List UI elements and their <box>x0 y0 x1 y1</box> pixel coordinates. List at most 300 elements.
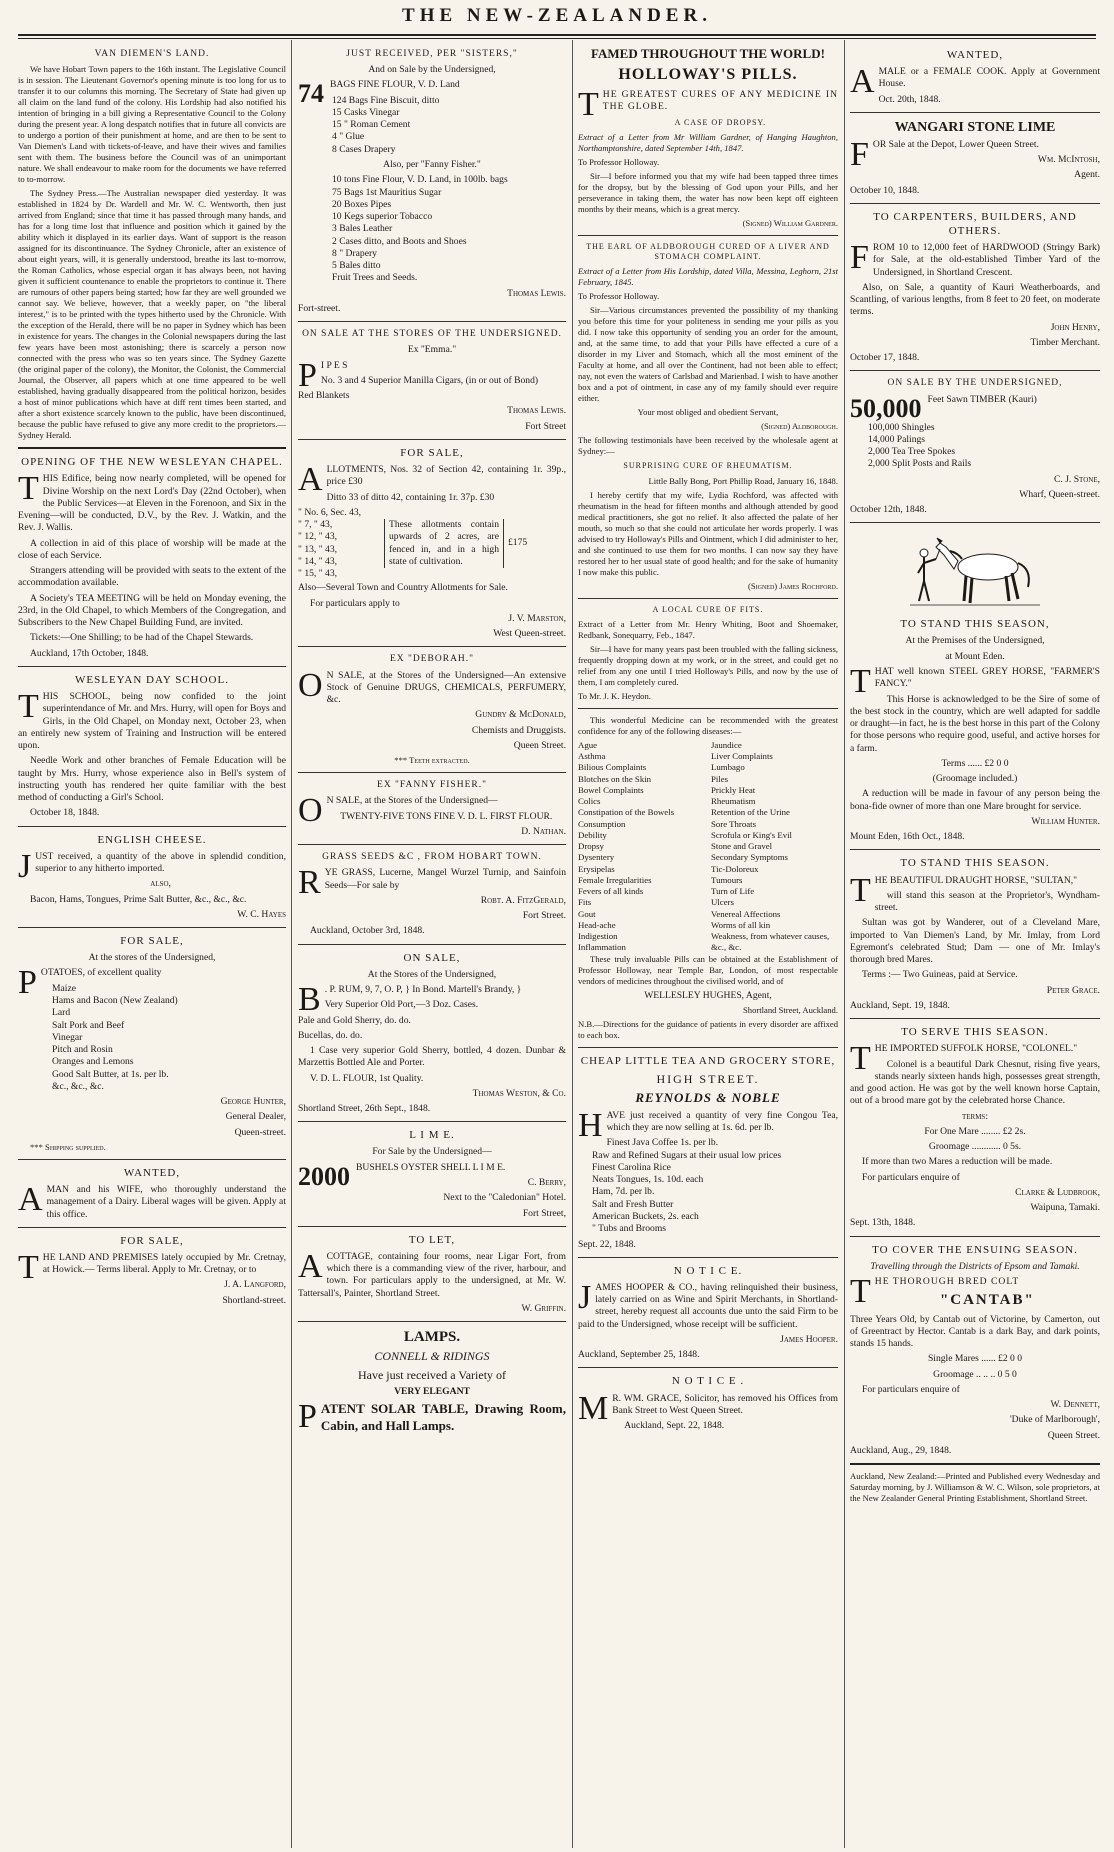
allotment-table <box>298 507 566 581</box>
case-text: Extract of a Letter from Mr. Henry Whiting, Boot and Shoemaker, Redbank, Sonequarry, Feb., 1847. <box>578 618 838 640</box>
case-text: Sir—I before informed you that my wife had been tapped three times for the dropsy, but by the blessing of God upon your Pills, and her perseverance in taking them, the water has now been kept off eighteen months by their means, which is a great mercy. <box>578 170 838 214</box>
case-text: I hereby certify that my wife, Lydia Rochford, was affected with rheumatism in the head for fifteen months and although attended by good medical practitioners, she got no relief. It also affected the palate of her mouth, so much so that she could not articulate her words properly. I was advised to try Holloway's Pills and Ointment, which I did administer to her, and she continued to use them for two months. I can now say they have restored her to her usual state of good health; and for the sake of humanity I now make this public. <box>578 489 838 577</box>
column-divider <box>572 40 573 1848</box>
ad-date: Shortland Street, 26th Sept., 1848. <box>298 1103 431 1115</box>
ad-body <box>18 688 286 752</box>
list-item: Erysipelas <box>578 863 615 874</box>
ad-subhead: Travelling through the Districts of Epsom and Tamaki. <box>870 1260 1080 1272</box>
drop-number: 50,000 <box>850 393 922 423</box>
list-item: Bucellas, do. do. <box>298 1029 363 1041</box>
ad-date: Oct. 20th, 1848. <box>878 93 941 105</box>
case-text: N.B.—Directions for the guidance of patients in every disorder are affixed to each box. <box>578 1018 838 1040</box>
allotment-row: " 7, " 43, <box>298 519 333 531</box>
ad-headline: ON SALE BY THE UNDERSIGNED, <box>887 378 1063 389</box>
ad-address: Waipuna, Tamaki. <box>1030 1202 1100 1214</box>
divider <box>298 1321 566 1322</box>
ad-body <box>850 393 1100 423</box>
list-item: 2,000 Split Posts and Rails <box>868 458 972 470</box>
drop-cap: T <box>850 1040 871 1078</box>
list-item: 10 tons Fine Flour, V. D. Land, in 100lb. bags <box>332 174 508 186</box>
case-text: Sir—I have for many years past been troubled with the falling sickness, frequently dropping down at my work, or in the street, and could get no relief from any one until I tried Holloway's Pills, and now by the use of them, I am completely cured. <box>578 643 838 687</box>
ad-signature: Peter Grace. <box>1046 984 1100 996</box>
case-headline: A CASE OF DROPSY. <box>674 117 767 127</box>
ad-body <box>18 1180 286 1221</box>
list-item: &c., &c. <box>711 942 742 953</box>
ad-text: BAGS FINE FLOUR, V. D. Land <box>330 79 460 91</box>
column-divider <box>844 40 845 1848</box>
article-paragraph: We have Hobart Town papers to the 16th instant. The Legislative Council is in session. The Lieutenant Governor's opening minute is too long for us to transfer it to our columns this morning. The Secretary of State had given up all claim on the land fund of the colony. His Lordship had also notified his intention of bringing in a bill giving a Representative Council to the Colony during the present year. A long despatch notifies that in future all convicts are to undergo a portion of their punishment at home, and are then to be sent to Van Diemen's Land with tickets-of-leave, and have their wives and families sent with them. The business before the Council was of an unimportant nature. We shall endeavour to make room for the documents we have referred to to-morrow. <box>18 64 286 185</box>
list-item: Lard <box>52 1007 71 1019</box>
list-item: Pitch and Rosin <box>52 1044 113 1056</box>
allotment-row: " 15, " 43, <box>298 568 338 580</box>
divider <box>850 112 1100 113</box>
ad-signature: General Dealer, <box>225 1111 286 1123</box>
list-item: Weakness, from whatever causes, <box>711 931 830 942</box>
case-text: This wonderful Medicine can be recommended with the greatest confidence for any of the following diseases:— <box>578 714 838 736</box>
ad-headline: N O T I C E . <box>671 1375 745 1388</box>
list-item: 3 Bales Leather <box>332 223 393 235</box>
list-item: 15 Casks Vinegar <box>332 106 400 118</box>
list-item: Debility <box>578 829 607 840</box>
ad-text: 1 Case very superior Gold Sherry, bottled, 4 dozen. Dunbar & Marzettis Bottled Ale and Porter. <box>298 1045 566 1069</box>
ad-text: HE IMPORTED SUFFOLK HORSE, "COLONEL." <box>874 1043 1078 1055</box>
list-item: Prickly Heat <box>711 784 756 795</box>
allotment-row: " No. 6, Sec. 43, <box>298 506 362 518</box>
list-item: American Buckets, 2s. each <box>592 1211 699 1222</box>
allotment-row: " 13, " 43, <box>298 543 338 555</box>
ad-terms: (Groomage included.) <box>932 773 1018 785</box>
ad-date: Auckland, Sept. 19, 1848. <box>850 999 950 1011</box>
divider <box>18 826 286 827</box>
allotment-row: " 12, " 43, <box>298 531 338 543</box>
divider <box>298 844 566 845</box>
ad-address: Queen Street. <box>513 739 566 751</box>
ad-headline: TO STAND THIS SEASON, <box>900 618 1050 631</box>
ad-text: MALE or a FEMALE COOK. Apply at Government House. <box>878 66 1100 90</box>
ad-headline: TO SERVE THIS SEASON. <box>901 1026 1049 1039</box>
ad-subhead: For Sale by the Undersigned— <box>372 1146 492 1158</box>
ad-firm: REYNOLDS & NOBLE <box>635 1090 781 1106</box>
ad-signature: William Hunter. <box>1031 815 1100 827</box>
drop-cap: J <box>18 847 32 885</box>
list-item: Venereal Affections <box>711 908 781 919</box>
ad-text: MAN and his WIFE, who thoroughly understand the management of a Dairy. Liberal wages will be given. Apply at this office. <box>46 1183 286 1220</box>
drop-number: 2000 <box>298 1161 350 1191</box>
divider <box>850 522 1100 523</box>
headline: VAN DIEMEN'S LAND. <box>94 49 210 59</box>
printer-imprint: Auckland, New Zealand:—Printed and Published every Wednesday and Saturday morning, by J. Williamson & W. C. Wilson, sole proprietors, at the New Zealander General Printing Establishment, Shortland Street. <box>850 1471 1100 1504</box>
ad-signature: George Hunter, <box>220 1096 286 1108</box>
ad-body <box>850 1040 1100 1078</box>
column-3 <box>578 44 838 1846</box>
divider <box>850 1463 1100 1465</box>
ad-text: LLOTMENTS, Nos. 32 of Section 42, containing 1r. 39p., price £30 <box>326 464 566 488</box>
divider <box>578 1257 838 1258</box>
column-2 <box>298 44 566 1846</box>
drop-cap: R <box>298 864 321 902</box>
case-signature: (Signed) William Gardner. <box>742 217 838 228</box>
ad-text: . P. RUM, 9, 7, O. P, } In Bond. Martell's Brandy, } <box>324 984 522 996</box>
ad-terms: terms: <box>961 1110 988 1122</box>
drop-number: 74 <box>298 79 324 109</box>
ad-text: A Society's TEA MEETING will be held on Monday evening, the 23rd, in the Old Chapel, to which Members of the Congregation, and Subscribers to the New Chapel Building Fund, are invited. <box>18 592 286 629</box>
list-item: Finest Java Coffee 1s. per lb. <box>606 1137 719 1149</box>
divider <box>18 927 286 928</box>
ad-body <box>578 1278 838 1331</box>
ad-signature: Thomas Weston, & Co. <box>472 1087 566 1099</box>
list-item: 8 " Drapery <box>332 247 377 259</box>
drop-cap: M <box>578 1389 609 1427</box>
ad-address: Fort Street. <box>522 910 566 922</box>
list-item: Raw and Refined Sugars at their usual low prices <box>592 1149 782 1161</box>
ad-text: HE BEAUTIFUL DRAUGHT HORSE, "SULTAN," <box>874 874 1078 886</box>
list-item: Stone and Gravel <box>711 841 773 852</box>
ad-text: Needle Work and other branches of Female Education will be taught by Mrs. Hurry, whose experience also in Bell's system of instructing youth has rendered her quite familiar with the best method of conducting a Girl's School. <box>18 755 286 804</box>
list-item: 75 Bags 1st Mauritius Sugar <box>332 186 442 198</box>
ad-text: Also—Several Town and Country Allotments for Sale. <box>298 582 508 594</box>
list-item: Lumbago <box>711 762 745 773</box>
ad-date: October 17, 1848. <box>850 352 920 364</box>
drop-cap: O <box>298 792 323 830</box>
ad-text: Colonel is a beautiful Dark Chesnut, rising five years, stands nearly sixteen hands high, possesses great strength, and good action. He was got by the well known horse Captain, out of a brood mare got by the celebrated horse Chance. <box>850 1058 1100 1107</box>
list-item: Ulcers <box>711 897 734 908</box>
ad-text: Feet Sawn TIMBER (Kauri) <box>927 393 1037 405</box>
divider <box>850 1236 1100 1237</box>
list-item: Dropsy <box>578 841 604 852</box>
agent-name: WELLESLEY HUGHES, Agent, <box>644 989 772 1001</box>
ad-body <box>850 239 1100 279</box>
ad-headline: TO COVER THE ENSUING SEASON. <box>872 1243 1078 1256</box>
divider <box>298 1226 566 1227</box>
divider <box>18 447 286 449</box>
divider <box>18 1159 286 1160</box>
list-item: Gout <box>578 908 596 919</box>
list-item: 2,000 Tea Tree Spokes <box>868 446 956 458</box>
ad-text: Tickets:—One Shilling; to be had of the Chapel Stewards. <box>30 632 254 644</box>
ad-date: Auckland, September 25, 1848. <box>578 1349 700 1361</box>
ad-headline: EX "FANNY FISHER." <box>377 780 487 791</box>
ad-signature: John Henry, <box>1050 321 1100 333</box>
ad-address: West Queen-street. <box>493 628 566 640</box>
ad-text: OR Sale at the Depot, Lower Queen Street. <box>872 138 1039 150</box>
ad-signature: W. Dennett, <box>1050 1399 1100 1411</box>
ad-text: A collection in aid of this place of worship will be made at the close of each Service. <box>18 537 286 561</box>
list-item: Salt Pork and Beef <box>52 1019 125 1031</box>
ad-text: HE LAND AND PREMISES lately occupied by Mr. Cretnay, at Howick.— Terms liberal. Apply to Mr. Cretnay, or to <box>42 1251 286 1276</box>
divider <box>298 1121 566 1122</box>
ad-signature: James Hooper. <box>780 1333 838 1345</box>
ad-date: October 12th, 1848. <box>850 504 927 516</box>
column-4 <box>850 44 1100 1846</box>
list-item: 10 Kegs superior Tobacco <box>332 211 433 223</box>
case-headline: SURPRISING CURE OF RHEUMATISM. <box>623 461 793 471</box>
ad-headline: CHEAP LITTLE TEA AND GROCERY STORE, <box>580 1054 836 1067</box>
ad-date: Sept. 22, 1848. <box>578 1238 636 1250</box>
ad-headline: TO CARPENTERS, BUILDERS, AND OTHERS. <box>873 210 1077 237</box>
list-item: Bilious Complaints <box>578 762 647 773</box>
ad-text: Ditto 33 of ditto 42, containing 1r. 37p. £30 <box>326 491 495 503</box>
ad-text: Strangers attending will be provided with seats to the extent of the accommodation available. <box>18 565 286 589</box>
list-item: Good Salt Butter, at 1s. per lb. <box>52 1068 169 1080</box>
case-text: The following testimonials have been received by the wholesale agent at Sydney:— <box>578 435 838 457</box>
ad-body <box>298 1247 566 1300</box>
ad-text: HIS SCHOOL, being now confided to the joint superintendance of Mr. and Mrs. Hurry, will open for Boys and Girls, in the Old Chapel, on Monday next, October 23, when an entirely new system of Training and Instruction will be entered upon. <box>18 691 286 752</box>
divider <box>298 321 566 322</box>
ad-text: If more than two Mares a reduction will be made. <box>862 1156 1053 1168</box>
drop-cap: P <box>298 356 317 394</box>
list-item: Colics <box>578 796 601 807</box>
ad-text: HE THOROUGH BRED COLT <box>874 1276 1020 1288</box>
ad-date: October 10, 1848. <box>850 184 920 196</box>
drop-cap: T <box>18 688 39 726</box>
horse-name: "CANTAB" <box>939 1292 1035 1309</box>
case-text: These truly invaluable Pills can be obtained at the Establishment of Professor Holloway, near Temple Bar, London, of most respectable vendors of medicines throughout the civilised world, and of <box>578 953 838 986</box>
item-list <box>298 95 566 156</box>
ad-text: Three Years Old, by Cantab out of Victorine, by Camerton, out of Greentract by Hector. Cantab is a dark Bay, and dark points, stands 15 hands. <box>850 1313 1100 1350</box>
ad-text: COTTAGE, containing four rooms, near Ligar Fort, from which there is a commanding view of the river, harbour, and town. For particulars apply to the undersigned, at Mr. W. Tattersall's, Painter, Shortland Street. <box>298 1250 566 1299</box>
ad-text: R. WM. GRACE, Solicitor, has removed his Offices from Bank Street to West Queen Street. <box>612 1392 838 1416</box>
list-item: Scrofula or King's Evil <box>711 829 792 840</box>
drop-cap: F <box>850 135 869 173</box>
ad-signature: Thomas Lewis. <box>507 287 566 299</box>
divider <box>850 203 1100 204</box>
list-item: Liver Complaints <box>711 751 773 762</box>
case-text: Sir—Various circumstances prevented the possibility of my thanking you before this time for your politeness in sending me your pills as you did. I now take this opportunity of sending you an order for the amount, and, at the same time, to add that your Pills have effected a cure of a disorder in my Liver and Stomach, which all the most eminent of the Faculty at home, and all over the Continent, had not been able to effect; nay, not even the waters of Carlsbad and Marienbad. I wish to have another box and a pot of ointment, in case any of my family should ever require either. <box>578 305 838 404</box>
list-item: Constipation of the Bowels <box>578 807 675 818</box>
ad-signature: D. Nathan. <box>521 825 566 837</box>
divider <box>578 1367 838 1368</box>
ad-text: HIS Edifice, being now nearly completed, will be opened for Divine Worship on the next Lord's Day (22nd October), when the Public Services—at Eleven in the Forenoon, and Six in the Evening—will be conducted, D.V., by the Rev. J. Watkin, and the Rev. J. Wallis. <box>18 473 286 534</box>
ad-text: N SALE, at the Stores of the Undersigned— <box>326 795 498 807</box>
ad-text: Also, on Sale, a quantity of Kauri Weatherboards, and Scantling, of various lengths, from 8 feet to 20 feet, on moderate terms. <box>850 281 1100 318</box>
list-item: Secondary Symptoms <box>711 852 788 863</box>
divider <box>578 708 838 709</box>
ad-signature: C. Berry, <box>527 1177 566 1189</box>
ad-firm: CONNELL & RIDINGS <box>374 1349 490 1364</box>
case-text: To Mr. J. K. Heydon. <box>578 690 651 701</box>
ad-terms: Terms ...... £2 0 0 <box>941 757 1009 769</box>
list-item: Tic-Doloreux <box>711 863 759 874</box>
ad-signature: Thomas Lewis. <box>507 405 566 417</box>
divider <box>298 439 566 440</box>
ad-date: Auckland, Aug., 29, 1848. <box>850 1444 952 1456</box>
list-item: Ham, 7d. per lb. <box>592 1186 655 1198</box>
ad-subhead: At the Stores of the Undersigned, <box>367 968 497 980</box>
case-headline: THE EARL OF ALDBOROUGH CURED OF A LIVER AND STOMACH COMPLAINT. <box>586 241 830 262</box>
list-item: Very Superior Old Port,—3 Doz. Cases. <box>324 999 479 1011</box>
list-item: &c., &c., &c. <box>52 1080 104 1092</box>
list-item: Bowel Complaints <box>578 784 644 795</box>
drop-cap: T <box>18 1248 39 1286</box>
ad-text: Red Blankets <box>298 390 350 402</box>
list-item: Worms of all kin <box>711 919 771 930</box>
ad-text: For particulars enquire of <box>862 1383 960 1395</box>
case-text: To Professor Holloway. <box>578 156 660 167</box>
ad-headline: FOR SALE, <box>120 1234 184 1247</box>
divider <box>18 666 286 667</box>
divider <box>850 849 1100 850</box>
ad-note: *** Shipping supplied. <box>30 1141 106 1152</box>
ad-headline: GRASS SEEDS &C , FROM HOBART TOWN. <box>322 852 542 863</box>
ad-headline: TO STAND THIS SEASON. <box>900 857 1050 870</box>
ad-text: UST received, a quantity of the above in splendid condition, superior to any hitherto imported. <box>35 850 286 875</box>
ad-text: Sultan was got by Wanderer, out of a Cleveland Mare, imported to Van Diemen's Land, by Mr. Imlay, from Lord Egremont's celebrated Stud; Dam — one of Mr. Imlay's thorough bred Mares. <box>850 917 1100 966</box>
ad-date: Mount Eden, 16th Oct., 1848. <box>850 831 965 843</box>
divider <box>298 646 566 647</box>
list-item: 124 Bags Fine Biscuit, ditto <box>332 94 440 106</box>
ad-text: BUSHELS OYSTER SHELL L I M E. <box>356 1161 506 1173</box>
ad-headline: WESLEYAN DAY SCHOOL. <box>75 673 229 686</box>
ad-headline: JUST RECEIVED, PER "SISTERS," <box>346 49 518 59</box>
ad-subhead: Ex "Emma." <box>407 344 457 356</box>
allotment-row: " 14, " 43, <box>298 555 338 567</box>
ad-text: HE GREATEST CURES OF ANY MEDICINE IN THE GLOBE. <box>602 89 838 113</box>
list-item: Rheumatism <box>711 796 756 807</box>
drop-cap: T <box>18 470 39 508</box>
drop-cap: F <box>850 239 869 276</box>
case-extract: Extract of a Letter from Mr William Gardner, of Hanging Haughton, Northamptonshire, dated September 14th, 1847. <box>578 131 838 153</box>
drop-cap: J <box>578 1278 592 1316</box>
ad-body <box>18 470 286 534</box>
drop-cap: P <box>298 1398 317 1436</box>
ad-text: Bacon, Hams, Tongues, Prime Salt Butter, &c., &c., &c. <box>30 893 247 905</box>
ad-headline: TO LET, <box>408 1233 456 1246</box>
ad-text: Next to the "Caledonian" Hotel. <box>443 1192 566 1204</box>
ad-text: AMES HOOPER & CO., having relinquished their business, lately carried on as Wine and Spirit Merchants, in Shortland-street, hereby request all accounts due unto the said Firm to be paid to the Undersigned, whose receipt will be sufficient. <box>578 1281 838 1330</box>
list-item: Blotches on the Skin <box>578 773 652 784</box>
ad-title: HOLLOWAY'S PILLS. <box>618 65 798 83</box>
divider <box>850 370 1100 371</box>
drop-cap: T <box>850 871 871 909</box>
ad-body <box>298 666 566 707</box>
ad-signature: Queen-street. <box>234 1126 286 1138</box>
ad-headline: WANGARI STONE LIME <box>894 119 1056 135</box>
ad-text: N SALE, at the Stores of the Undersigned—An extensive Stock of Genuine DRUGS, CHEMICALS, PERFUMERY, &c. <box>326 669 566 706</box>
list-item: Retention of the Urine <box>711 807 790 818</box>
masthead: THE NEW-ZEALANDER. <box>402 5 712 26</box>
list-item: Dysentery <box>578 852 615 863</box>
drop-cap: A <box>298 461 323 499</box>
case-extract: Extract of a Letter from His Lordship, dated Villa, Messina, Leghorn, 21st February, 1845. <box>578 266 838 288</box>
item-list <box>298 174 566 284</box>
ad-text: OTATOES, of excellent quality <box>40 967 162 979</box>
list-item: Tumours <box>711 874 743 885</box>
ad-signature: Clarke & Ludbrook, <box>1015 1186 1100 1198</box>
ad-terms: Terms :— Two Guineas, paid at Service. <box>862 969 1018 981</box>
drop-cap: A <box>850 63 875 101</box>
ad-text: For particulars enquire of <box>862 1171 960 1183</box>
list-item: Fruit Trees and Seeds. <box>332 272 418 284</box>
case-text: Your most obliged and obedient Servant, <box>637 407 779 418</box>
list-item: Jaundice <box>711 739 742 750</box>
ad-signature: Shortland-street. <box>222 1294 286 1306</box>
ad-headline: ENGLISH CHEESE. <box>97 833 207 846</box>
list-item: Asthma <box>578 751 606 762</box>
ad-signature: Timber Merchant. <box>1030 336 1100 348</box>
drop-cap: A <box>18 1180 43 1218</box>
ad-signature: Robt. A. FitzGerald, <box>480 894 566 906</box>
ad-headline: ON SALE, <box>403 951 461 964</box>
ad-text: ATENT SOLAR TABLE, Drawing Room, Cabin, and Hall Lamps. <box>320 1401 566 1434</box>
allotment-price: £175 <box>508 537 528 549</box>
disease-list-left <box>578 740 705 954</box>
ad-date: Auckland, October 3rd, 1848. <box>310 925 425 937</box>
list-item: Oranges and Lemons <box>52 1056 134 1068</box>
case-headline: A LOCAL CURE OF FITS. <box>652 604 764 614</box>
ad-subhead: at Mount Eden. <box>945 650 1005 662</box>
ad-address: Fort Street, <box>522 1207 566 1219</box>
drop-cap: A <box>298 1247 323 1285</box>
list-item: Maize <box>52 982 76 994</box>
item-list <box>850 422 1100 471</box>
ad-text: ROM 10 to 12,000 feet of HARDWOOD (Stringy Bark) for Sale, at the old-established Timber Yard of the Undersigned, in Shortland Crescent. <box>872 242 1100 278</box>
list-item: Inflammation <box>578 942 626 953</box>
list-item: Neats Tongues, 1s. 10d. each <box>592 1174 704 1186</box>
ad-signature: Gundry & McDonald, <box>475 709 566 721</box>
ad-address: Fort-street. <box>298 302 341 314</box>
allotment-note: These allotments contain upwards of 2 acres, are fenced in, and in a high state of cultivation. <box>384 519 504 568</box>
disease-list-right <box>711 740 838 954</box>
ad-date: Sept. 13th, 1848. <box>850 1217 916 1229</box>
case-text: Little Bally Bong, Port Phillip Road, January 16, 1848. <box>648 475 838 486</box>
list-item: 14,000 Palings <box>868 433 926 445</box>
ad-note: *** Teeth extracted. <box>394 755 470 766</box>
list-item: Hams and Bacon (New Zealand) <box>52 994 178 1006</box>
ad-terms: Groomage ............ 0 5s. <box>928 1141 1022 1153</box>
ad-text: For particulars apply to <box>310 597 400 609</box>
ad-signature: Agent. <box>1074 169 1100 181</box>
ad-headline: ON SALE AT THE STORES OF THE UNDERSIGNED. <box>302 329 562 340</box>
ad-signature: Wm. McIntosh, <box>1037 154 1100 166</box>
ad-subhead: HIGH STREET. <box>656 1071 760 1086</box>
list-item: Finest Carolina Rice <box>592 1161 671 1173</box>
ad-date: Auckland, Sept. 22, 1848. <box>624 1420 725 1432</box>
ad-signature: 'Duke of Marlborough', <box>1009 1414 1100 1426</box>
ad-subhead: At the Premises of the Undersigned, <box>905 635 1045 647</box>
ad-text: HAT well known STEEL GREY HORSE, "FARMER'S FANCY." <box>874 666 1100 690</box>
list-item: Indigestion <box>578 931 618 942</box>
list-item: 20 Boxes Pipes <box>332 198 392 210</box>
divider <box>298 944 566 945</box>
ad-address: Queen Street. <box>1047 1429 1100 1441</box>
ad-text: also, <box>150 878 171 890</box>
ad-subhead: And on Sale by the Undersigned, <box>368 64 496 76</box>
ad-date: Auckland, 17th October, 1848. <box>30 647 149 659</box>
list-item: Fits <box>578 897 592 908</box>
ad-terms: For One Mare ........ £2 2s. <box>924 1125 1026 1137</box>
ad-text: This Horse is acknowledged to be the Sire of some of the best stock in the country, which are well adapted for saddle or draught—in fact, he is the best horse in this part of the Colony for those persons who require good, useful, and active horses for a farm. <box>850 693 1100 754</box>
list-item: Head-ache <box>578 919 616 930</box>
list-item: Female Irregularities <box>578 874 652 885</box>
list-item: Consumption <box>578 818 626 829</box>
ad-address: Fort Street <box>525 420 566 432</box>
column-1 <box>18 44 286 1846</box>
drop-cap: T <box>850 663 871 701</box>
allotment-list <box>298 507 384 581</box>
ad-text: will stand this season at the Proprietor's, Wyndham-street. <box>874 889 1100 914</box>
horse-illustration <box>850 529 1100 613</box>
ad-body <box>298 1398 566 1436</box>
ad-headline: L I M E. <box>409 1129 455 1142</box>
ad-headline: WANTED, <box>946 49 1004 61</box>
ad-address: Wharf, Queen-street. <box>1019 488 1100 500</box>
case-signature: (Signed) James Rochford. <box>747 580 838 591</box>
divider <box>850 1018 1100 1019</box>
list-item: 4 " Glue <box>332 131 365 143</box>
case-signature: (Signed) Aldborough. <box>761 421 838 432</box>
ad-headline: OPENING OF THE NEW WESLEYAN CHAPEL. <box>21 456 283 469</box>
list-item: Fevers of all kinds <box>578 886 644 897</box>
